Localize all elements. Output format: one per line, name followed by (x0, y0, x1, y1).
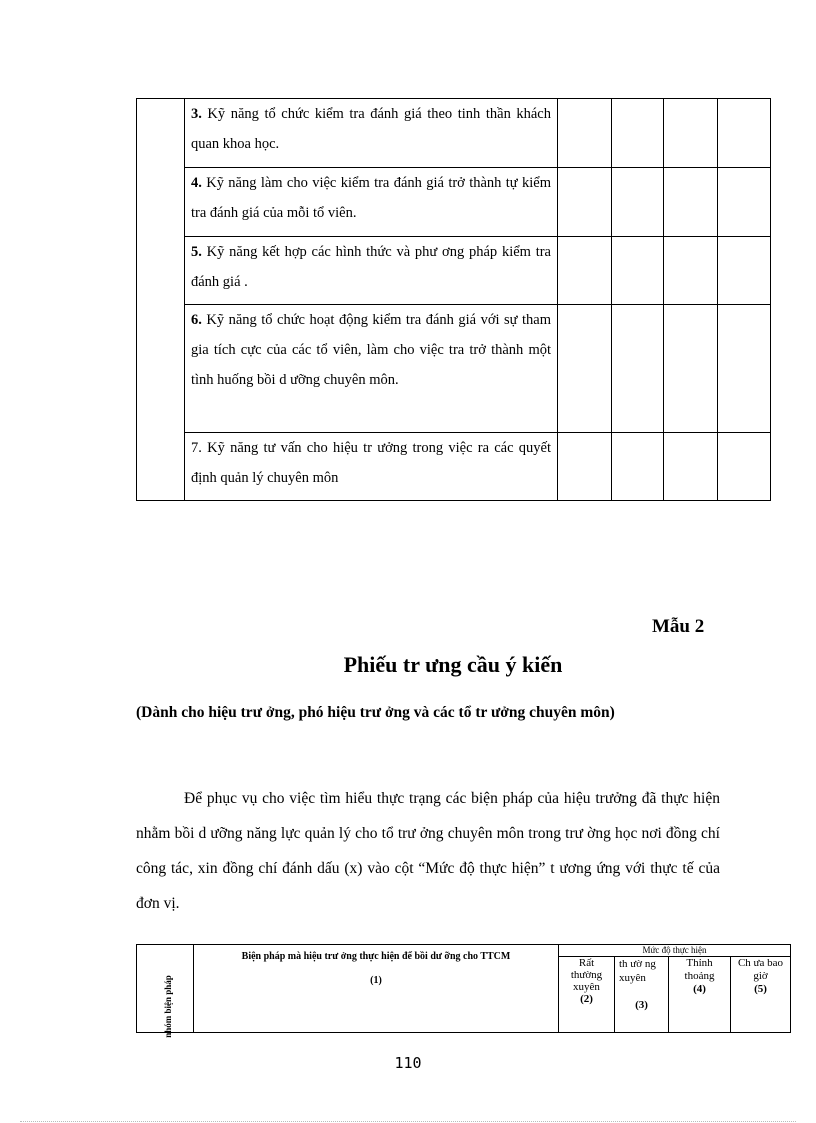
criteria-text: 4. Kỹ năng làm cho việc kiểm tra đánh giá trở thành tự kiểm tra đánh giá của mỗi tổ viên. (185, 168, 558, 237)
level-header: Ch ưa bao giờ (5) (731, 957, 791, 1033)
group-header: nhóm biện pháp (137, 945, 194, 1033)
form-label: Mẫu 2 (652, 616, 705, 637)
criteria-text: 6. Kỹ năng tổ chức hoạt động kiểm tra đánh giá với sự tham gia tích cực của các tổ viên, làm cho việc tra trở thành một tình huống bồi d ưỡng chuyên môn. (185, 305, 558, 433)
measure-header-num: (1) (370, 975, 382, 986)
measure-header (194, 945, 559, 1033)
rating-cell (612, 237, 664, 305)
criteria-table (136, 98, 771, 501)
page-edge-divider (20, 1121, 796, 1122)
rating-cell (612, 168, 664, 237)
rating-cell (664, 168, 718, 237)
rating-cell (612, 433, 664, 501)
rating-cell (558, 99, 612, 168)
instruction-paragraph: Để phục vụ cho việc tìm hiểu thực trạng các biện pháp của hiệu trưởng đã thực hiện nhằm bồi d ưỡng năng lực quản lý cho tổ trư ởng chuyên môn trong trư ờng học nơi đồng chí công tác, xin đồng chí đánh dấu (x) vào cột “Mức độ thực hiện” t ương ứng với thực tế của đơn vị. (136, 790, 720, 912)
rating-cell (664, 433, 718, 501)
level-header: Thỉnh thoảng (4) (669, 957, 731, 1033)
rating-cell (612, 99, 664, 168)
rating-cell (664, 305, 718, 433)
survey-table (136, 944, 791, 1038)
group-cell (137, 99, 185, 501)
page-number: 110 (394, 1054, 422, 1072)
form-subtitle: (Dành cho hiệu trư ởng, phó hiệu trư ởng và các tổ tr ưởng chuyên môn) (136, 704, 615, 721)
table-row (137, 168, 771, 237)
table-row (137, 305, 771, 433)
table-row (137, 99, 771, 168)
rating-cell (612, 305, 664, 433)
rating-cell (718, 168, 771, 237)
criteria-text: 3. Kỹ năng tổ chức kiểm tra đánh giá theo tinh thần khách quan khoa học. (185, 99, 558, 168)
level-group-header: Mức độ thực hiện (559, 945, 791, 957)
rating-cell (718, 99, 771, 168)
level-header: th ườ ng xuyên (3) (615, 957, 669, 1033)
table-row (137, 433, 771, 501)
rating-cell (664, 99, 718, 168)
rating-cell (718, 305, 771, 433)
measure-header-title: Biện pháp mà hiệu trư ởng thực hiện để bồi dư ỡng cho TTCM (241, 951, 511, 962)
rating-cell (558, 168, 612, 237)
table-row (137, 237, 771, 305)
criteria-text: 5. Kỹ năng kết hợp các hình thức và phư ơng pháp kiểm tra đánh giá . (185, 237, 558, 305)
page-title: Phiếu tr ưng cầu ý kiến (343, 652, 563, 677)
rating-cell (718, 237, 771, 305)
rating-cell (664, 237, 718, 305)
criteria-text: 7. Kỹ năng tư vấn cho hiệu tr ưởng trong việc ra các quyết định quản lý chuyên môn (185, 433, 558, 501)
rating-cell (718, 433, 771, 501)
rating-cell (558, 305, 612, 433)
rating-cell (558, 237, 612, 305)
rating-cell (558, 433, 612, 501)
level-header: Rất thường xuyên (2) (559, 957, 615, 1033)
